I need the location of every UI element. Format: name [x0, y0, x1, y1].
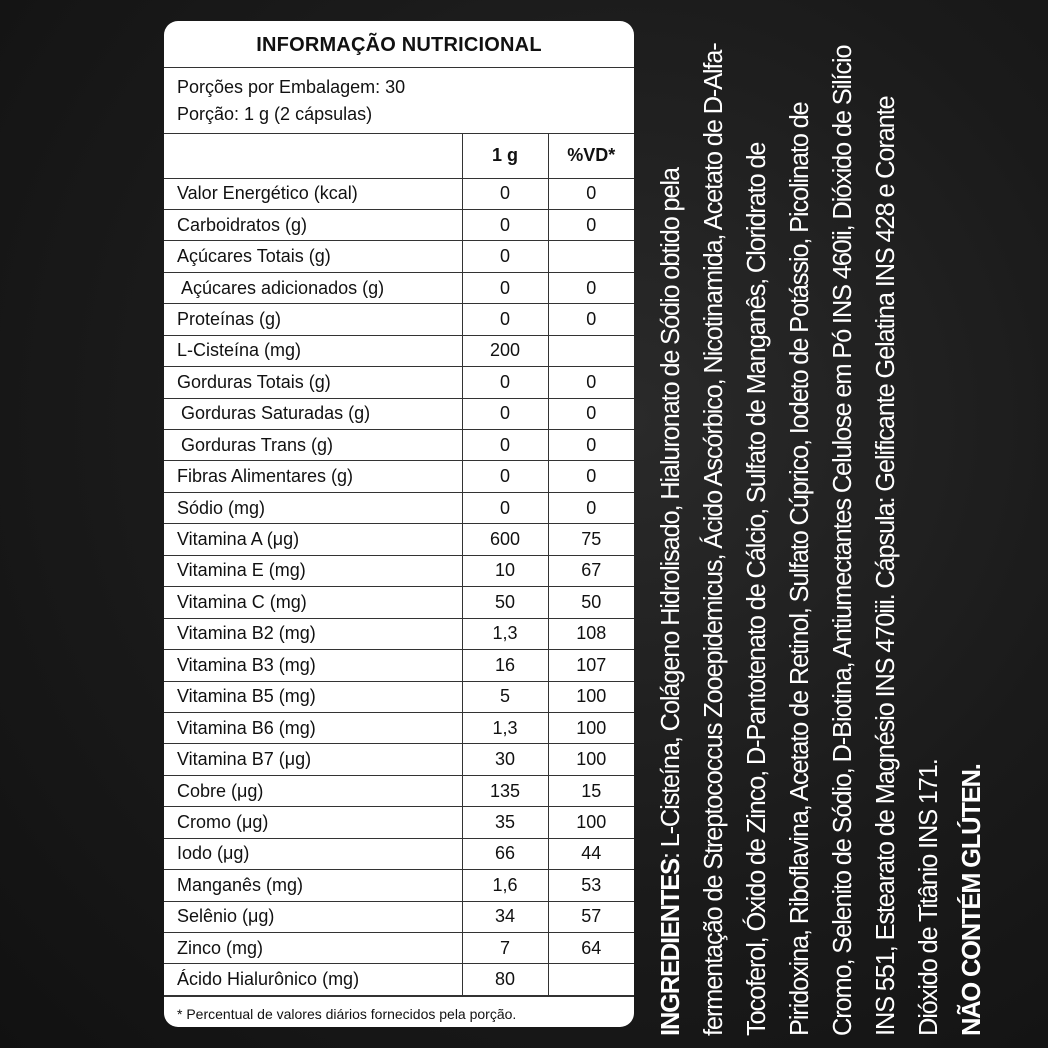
- nutrient-daily-value: 100: [548, 681, 634, 712]
- nutrient-name: Açúcares Totais (g): [164, 241, 462, 272]
- nutrient-amount: 1,3: [462, 712, 548, 743]
- serving-size: Porção: 1 g (2 cápsulas): [177, 104, 373, 124]
- nutrient-amount: 66: [462, 838, 548, 869]
- table-row: [164, 335, 634, 366]
- nutrient-amount: 0: [462, 241, 548, 272]
- nutrient-daily-value: 100: [548, 744, 634, 775]
- nutrient-name: L-Cisteína (mg): [164, 335, 462, 366]
- nutrient-name: Sódio (mg): [164, 492, 462, 523]
- nutrient-daily-value: 67: [548, 555, 634, 586]
- nutrient-daily-value: 0: [548, 398, 634, 429]
- nutrient-daily-value: 100: [548, 712, 634, 743]
- table-row: [164, 807, 634, 838]
- nutrient-name: Valor Energético (kcal): [164, 178, 462, 209]
- ingredients-label: INGREDIENTES: [657, 859, 685, 1036]
- nutrient-amount: 200: [462, 335, 548, 366]
- table-row: [164, 555, 634, 586]
- table-row: [164, 775, 634, 806]
- nutrient-name: Ácido Hialurônico (mg): [164, 964, 462, 995]
- nutrient-amount: 16: [462, 650, 548, 681]
- table-row: [164, 524, 634, 555]
- nutrient-name: Iodo (μg): [164, 838, 462, 869]
- gluten-notice: NÃO CONTÉM GLÚTEN.: [958, 764, 986, 1036]
- nutrient-amount: 50: [462, 587, 548, 618]
- nutrient-daily-value: 15: [548, 775, 634, 806]
- nutrient-name: Carboidratos (g): [164, 209, 462, 240]
- nutrient-name: Gorduras Saturadas (g): [164, 398, 462, 429]
- table-row: [164, 744, 634, 775]
- servings-info: [164, 68, 634, 134]
- nutrient-name: Fibras Alimentares (g): [164, 461, 462, 492]
- ingredients-list: : L-Cisteína, Colágeno Hidrolisado, Hialuronato de Sódio obtido pela fermentação de Streptococcus Zooepidemicus, Ácido Ascórbico, Nicotinamida, Acetato de D-Alfa-Tocoferol, Óxido de Zinco, D-Pantotenato de Cálcio, Sulfato de Manganês, Cloridrato de Piridoxina, Riboflavina, Acetato de Retinol, Sulfato Cúprico, Iodeto de Potássio, Picolinato de Cromo, Selenito de Sódio, D-Biotina, Antiumectantes Celulose em Pó INS 460ii, Dióxido de Silício INS 551, Estearato de Magnésio INS 470iii. Cápsula: Gelificante Gelatina INS 428 e Corante Dióxido de Titânio INS 171.: [657, 43, 943, 1036]
- nutrient-amount: 600: [462, 524, 548, 555]
- table-row: [164, 367, 634, 398]
- nutrient-daily-value: 50: [548, 587, 634, 618]
- nutrient-daily-value: 44: [548, 838, 634, 869]
- nutrient-name: Zinco (mg): [164, 933, 462, 964]
- table-row: [164, 901, 634, 932]
- nutrient-name: Selênio (μg): [164, 901, 462, 932]
- nutrient-amount: 0: [462, 304, 548, 335]
- nutrient-name: Vitamina A (μg): [164, 524, 462, 555]
- table-row: [164, 398, 634, 429]
- table-row: [164, 712, 634, 743]
- table-row: [164, 650, 634, 681]
- nutrient-name: Proteínas (g): [164, 304, 462, 335]
- nutrient-name: Vitamina C (mg): [164, 587, 462, 618]
- nutrient-amount: 135: [462, 775, 548, 806]
- nutrient-name: Vitamina B7 (μg): [164, 744, 462, 775]
- nutrient-daily-value: 0: [548, 430, 634, 461]
- nutrient-name: Vitamina B2 (mg): [164, 618, 462, 649]
- label-title: INFORMAÇÃO NUTRICIONAL: [164, 21, 634, 68]
- table-row: [164, 178, 634, 209]
- nutrient-daily-value: 53: [548, 870, 634, 901]
- nutrient-daily-value: 75: [548, 524, 634, 555]
- nutrient-name: Cobre (μg): [164, 775, 462, 806]
- table-row: [164, 304, 634, 335]
- table-row: [164, 933, 634, 964]
- nutrient-name: Vitamina B5 (mg): [164, 681, 462, 712]
- nutrient-amount: 5: [462, 681, 548, 712]
- nutrient-name: Gorduras Totais (g): [164, 367, 462, 398]
- nutrient-amount: 0: [462, 461, 548, 492]
- column-header-amount: 1 g: [462, 134, 548, 178]
- column-header-nutrient: [164, 134, 462, 178]
- nutrient-daily-value: 0: [548, 272, 634, 303]
- table-row: [164, 618, 634, 649]
- nutrient-daily-value: 57: [548, 901, 634, 932]
- nutrient-name: Vitamina B3 (mg): [164, 650, 462, 681]
- nutrient-amount: 80: [462, 964, 548, 995]
- table-row: [164, 870, 634, 901]
- nutrient-name: Cromo (μg): [164, 807, 462, 838]
- table-row: [164, 964, 634, 995]
- nutrient-amount: 0: [462, 272, 548, 303]
- nutrient-daily-value: 0: [548, 178, 634, 209]
- nutrient-name: Vitamina E (mg): [164, 555, 462, 586]
- table-row: [164, 492, 634, 523]
- table-header-row: [164, 134, 634, 178]
- nutrient-name: Vitamina B6 (mg): [164, 712, 462, 743]
- table-row: [164, 461, 634, 492]
- nutrient-amount: 0: [462, 209, 548, 240]
- column-header-dv: %VD*: [548, 134, 634, 178]
- nutrient-daily-value: 100: [548, 807, 634, 838]
- nutrient-amount: 34: [462, 901, 548, 932]
- nutrient-daily-value: 0: [548, 367, 634, 398]
- nutrient-amount: 0: [462, 492, 548, 523]
- nutrient-daily-value: 107: [548, 650, 634, 681]
- nutrient-daily-value: [548, 241, 634, 272]
- nutrition-table: [164, 134, 634, 996]
- servings-per-package: Porções por Embalagem: 30: [177, 77, 406, 97]
- nutrient-daily-value: 108: [548, 618, 634, 649]
- table-row: [164, 681, 634, 712]
- nutrient-daily-value: 0: [548, 209, 634, 240]
- nutrient-name: Açúcares adicionados (g): [164, 272, 462, 303]
- footnote: * Percentual de valores diários fornecidos pela porção.: [164, 996, 634, 1027]
- ingredients-text: [650, 36, 994, 1036]
- table-row: [164, 272, 634, 303]
- table-row: [164, 209, 634, 240]
- table-row: [164, 430, 634, 461]
- nutrient-amount: 10: [462, 555, 548, 586]
- nutrition-facts-label: [164, 21, 634, 1027]
- nutrient-amount: 35: [462, 807, 548, 838]
- table-row: [164, 587, 634, 618]
- nutrient-daily-value: 0: [548, 461, 634, 492]
- nutrient-daily-value: 64: [548, 933, 634, 964]
- nutrient-daily-value: [548, 964, 634, 995]
- nutrient-daily-value: [548, 335, 634, 366]
- nutrient-name: Gorduras Trans (g): [164, 430, 462, 461]
- nutrient-amount: 1,3: [462, 618, 548, 649]
- nutrient-amount: 0: [462, 430, 548, 461]
- nutrient-amount: 7: [462, 933, 548, 964]
- nutrient-daily-value: 0: [548, 492, 634, 523]
- table-row: [164, 241, 634, 272]
- nutrient-amount: 30: [462, 744, 548, 775]
- nutrient-amount: 1,6: [462, 870, 548, 901]
- nutrient-daily-value: 0: [548, 304, 634, 335]
- nutrient-amount: 0: [462, 367, 548, 398]
- table-row: [164, 838, 634, 869]
- nutrient-amount: 0: [462, 178, 548, 209]
- nutrient-name: Manganês (mg): [164, 870, 462, 901]
- nutrient-amount: 0: [462, 398, 548, 429]
